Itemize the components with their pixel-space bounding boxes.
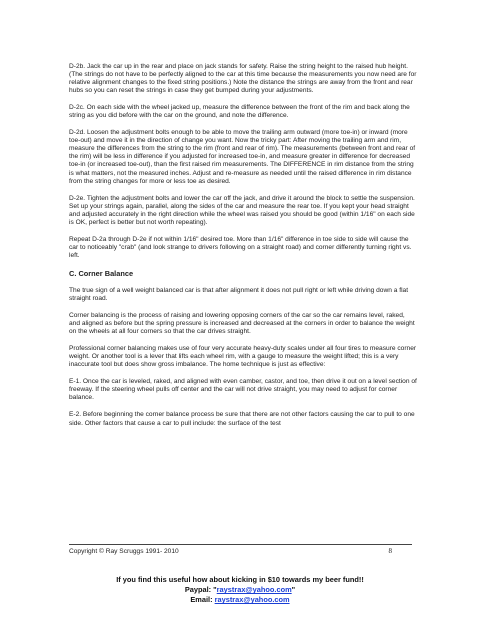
paragraph: D-2b. Jack the car up in the rear and place on jack stands for safety. Raise the string height to the raised hub height. (The strings do not have to be perfectly aligned to the car at this time because the measurements you now need are for relative alignment changes to the fixed string positions.) Note the distance the strings are away from the front and rear hubs so you can reset the strings in case they get bumped during your adjustments. (69, 63, 417, 95)
email-label: Email: (190, 595, 215, 605)
paragraph: Repeat D-2a through D-2e if not within 1/16" desired toe. More than 1/16" difference in toe side to side will cause the car to noticeably "crab" (and look strange to drivers following on a straight road) and corner differently turning right vs. left. (69, 235, 412, 259)
paragraph: Professional corner balancing makes use of four very accurate heavy-duty scales under all four tires to measure corner weight. Or another tool is a lever that lifts each wheel rim, with a gauge to measure the weight lifted; this is a very inaccurate tool but does show gross imbalance. The home technique is just as effective: (69, 345, 417, 369)
paragraph: D-2c. On each side with the wheel jacked up, measure the difference between the front of the rim and back along the string as you did before with the car on the ground, and note the difference. (69, 104, 410, 120)
paypal-line (0, 585, 480, 595)
paypal-email-link[interactable]: raystrax@yahoo.com (216, 585, 292, 595)
paypal-quote: " (291, 585, 296, 595)
paragraph: E-1. Once the car is leveled, raked, and aligned with even camber, castor, and toe, then drive it out on a level section of freeway. If the steering wheel pulls off center and the car will not drive straight, you may need to adjust for corner balance. (69, 378, 417, 402)
paragraph: The true sign of a well weight balanced car is that after alignment it does not pull right or left while driving down a flat straight road. (69, 286, 409, 302)
paragraph: Corner balancing is the process of raising and lowering opposing corners of the car so the car remains level, raked, and aligned as before but the spring pressure is increased and decreased at the corners in order to balance the weight on the wheels at all four corners so that the car drives straight. (69, 312, 415, 336)
email-line (0, 595, 480, 605)
donation-note (0, 575, 480, 606)
section-heading: C. Corner Balance (69, 268, 134, 278)
page-footer (69, 547, 412, 556)
footer-divider (69, 544, 412, 545)
paragraph: E-2. Before beginning the corner balance process be sure that there are not other factors causing the car to pull to one side. Other factors that cause a car to pull include: the surface of the test (69, 411, 415, 427)
paypal-label: Paypal: " (184, 585, 217, 595)
copyright-text: Copyright © Ray Scruggs 1991- 2010 (69, 548, 179, 555)
donation-message: If you find this useful how about kicking in $10 towards my beer fund!! (116, 575, 364, 584)
paragraph: D-2e. Tighten the adjustment bolts and lower the car off the jack, and drive it around the block to settle the suspension. Set up your strings again, parallel, along the sides of the car and measure the rear toe. If you kept your head straight and adjusted accurately in the right direction while the wheel was raised you should be good (within 1/16" on each side is OK, perfect is better but not worth repeating). (69, 194, 415, 226)
paragraph: D-2d. Loosen the adjustment bolts enough to be able to move the trailing arm outward (more toe-in) or inward (more toe-out) and move it in the direction of change you want. Now the tricky part: After moving the trailing arm and rim, measure the differences from the string to the rim (front and rear of rim). The measurements (between front and rear of the rim) will be less in difference if you adjusted for increased toe-in, and measure greater in difference for decreased toe-in (or increased toe-out), than the first raised rim measurements. The DIFFERENCE in rim distance from the string is what matters, not the measured inches. Adjust and re-measure as needed until the raised difference in rim distance from the string changes for more or less toe as desired. (69, 129, 416, 185)
body-text (69, 63, 417, 437)
page-number: 8 (388, 547, 392, 555)
email-link[interactable]: raystrax@yahoo.com (214, 595, 290, 605)
